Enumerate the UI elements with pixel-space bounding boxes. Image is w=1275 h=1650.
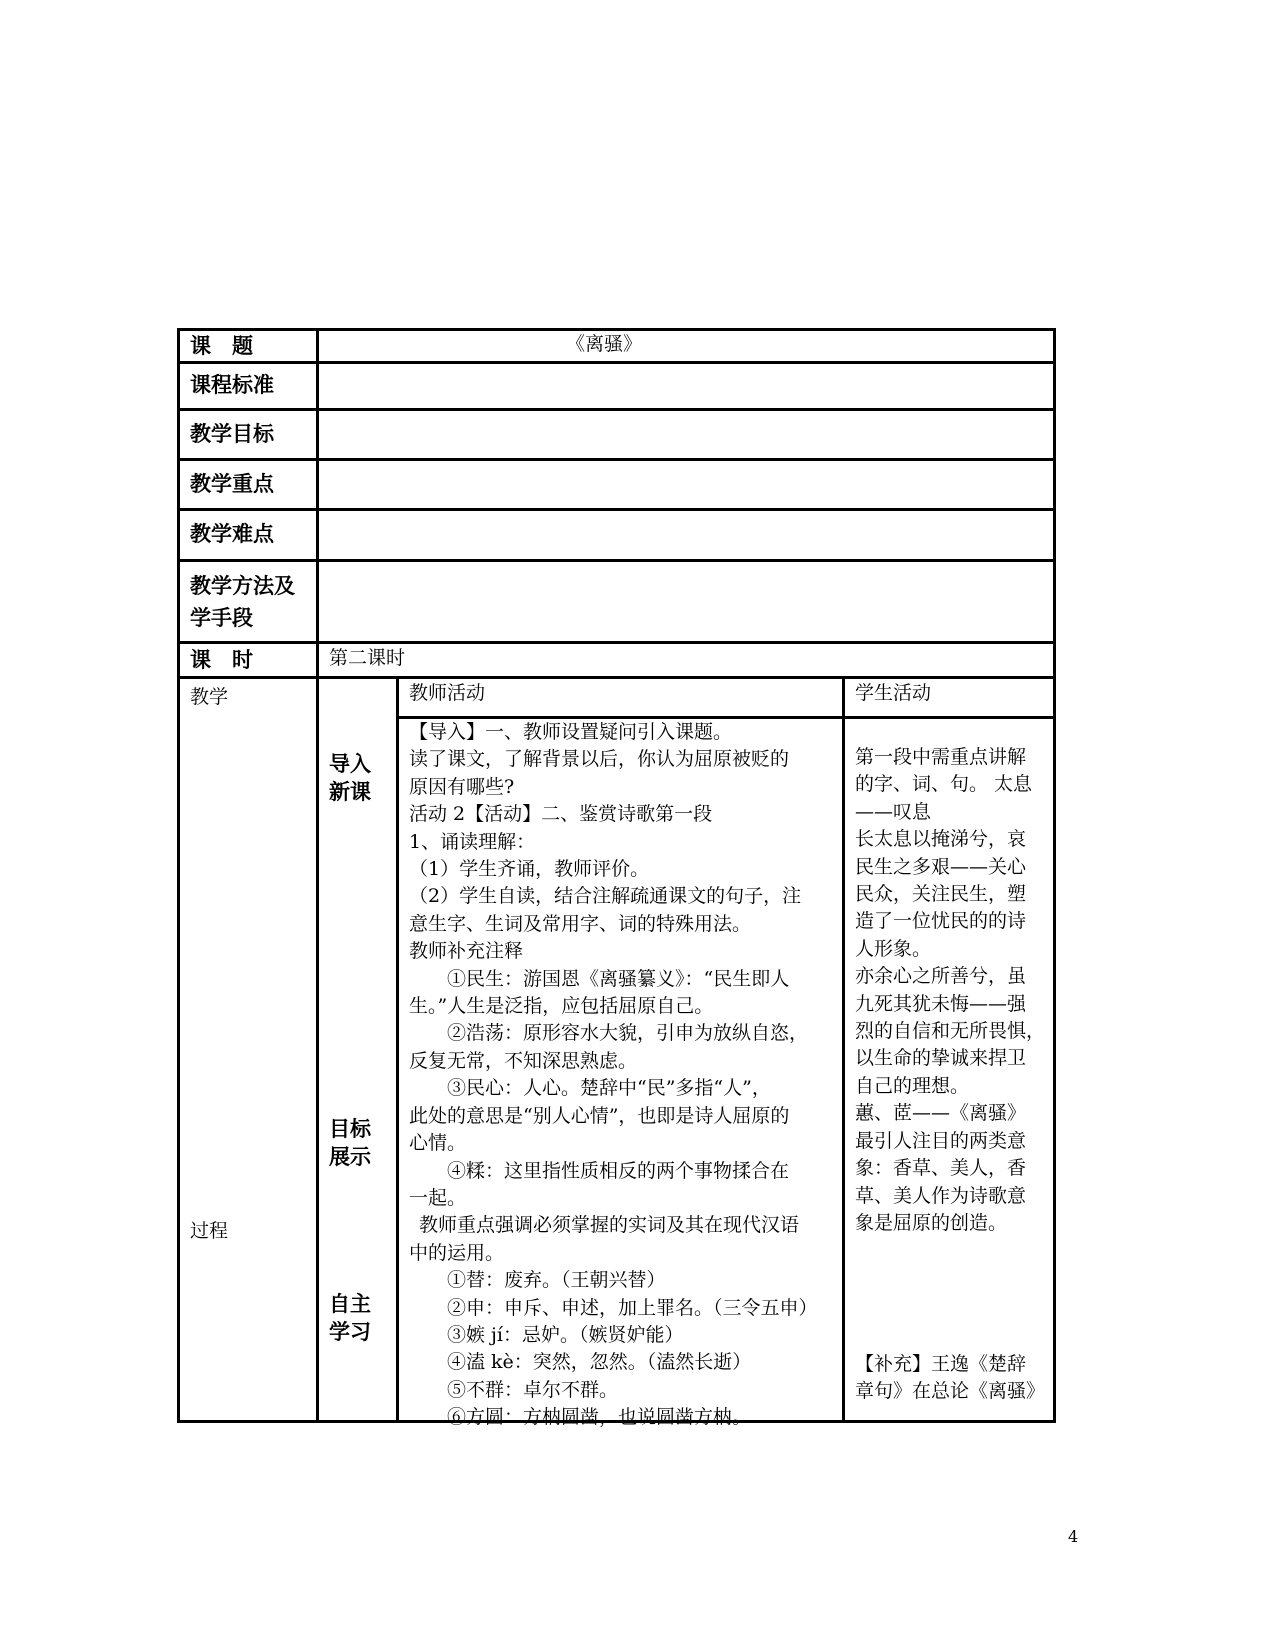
student-line: 蕙、茝——《离骚》 <box>855 1102 1027 1125</box>
teacher-line: ③嫉 jí：忌妒。（嫉贤妒能） <box>447 1323 684 1346</box>
student-line: 草、美人作为诗歌意 <box>855 1184 1027 1207</box>
teacher-line: ①替：废弃。（王朝兴替） <box>447 1269 666 1292</box>
label-class-period: 课 时 <box>190 648 253 672</box>
page-number: 4 <box>1068 1527 1079 1546</box>
label-process-top: 教学 <box>190 686 229 708</box>
student-line: 自己的理想。 <box>855 1074 970 1097</box>
teacher-line: 此处的意思是“别人心情”，也即是诗人屈原的 <box>409 1104 790 1127</box>
teacher-line: 读了课文，了解背景以后，你认为屈原被贬的 <box>409 748 790 771</box>
student-line: 长太息以掩涕兮，哀 <box>855 828 1027 851</box>
teacher-line: ②浩荡：原形容水大貌，引申为放纵自恣， <box>447 1022 809 1045</box>
label-teaching-objectives: 教学目标 <box>190 422 274 446</box>
teacher-line: 反复无常，不知深思熟虑。 <box>409 1049 638 1072</box>
student-line: 的字、词、句。 太息 <box>855 773 1033 796</box>
student-supplement-line: 章句》在总论《离骚》 <box>855 1380 1046 1403</box>
stage-objectives: 目标 展示 <box>329 1117 371 1169</box>
student-line: 最引人注目的两类意 <box>855 1129 1027 1152</box>
student-line: ——叹息 <box>855 800 932 823</box>
topic-title: 《离骚》 <box>566 333 643 355</box>
teacher-line: 一起。 <box>409 1186 467 1209</box>
student-line: 以生命的挚诚来捍卫 <box>855 1047 1027 1070</box>
student-activity-content <box>855 744 1051 1237</box>
teacher-line: ③民心：人心。楚辞中“民”多指“人”， <box>447 1077 771 1100</box>
student-line: 亦余心之所善兮，虽 <box>855 965 1027 988</box>
teacher-line: ⑥方圆：方枘圆凿，也说圆凿方枘。 <box>447 1406 752 1429</box>
teacher-line: 活动 2【活动】二、鉴赏诗歌第一段 <box>409 803 713 826</box>
teacher-line: ④糅：这里指性质相反的两个事物揉合在 <box>447 1159 790 1182</box>
teacher-activity-content <box>409 719 839 1432</box>
student-line: 第一段中需重点讲解 <box>855 746 1027 768</box>
label-teaching-focus: 教学重点 <box>190 472 274 496</box>
teacher-line: 中的运用。 <box>409 1241 505 1264</box>
stage-intro: 导入 新课 <box>329 752 371 804</box>
teacher-activity-header: 教师活动 <box>409 682 486 704</box>
student-activity-header: 学生活动 <box>855 682 932 704</box>
teacher-line: ⑤不群：卓尔不群。 <box>447 1378 619 1401</box>
student-line: 民众，关注民生，塑 <box>855 883 1027 906</box>
teacher-line: （2）学生自读，结合注解疏通课文的句子，注 <box>409 885 802 908</box>
label-topic: 课 题 <box>190 334 253 358</box>
teacher-line: 1、诵读理解： <box>409 830 536 853</box>
class-period-value: 第二课时 <box>329 647 406 669</box>
student-line: 人形象。 <box>855 937 932 960</box>
teacher-line: ②申：申斥、申述，加上罪名。（三令五申） <box>447 1296 818 1319</box>
student-line: 象：香草、美人，香 <box>855 1157 1027 1180</box>
student-supplement <box>855 1351 1051 1406</box>
label-process-bottom: 过程 <box>190 1220 229 1242</box>
student-line: 烈的自信和无所畏惧， <box>855 1020 1046 1043</box>
student-line: 象是屈原的创造。 <box>855 1211 1008 1234</box>
teacher-line: 意生字、生词及常用字、词的特殊用法。 <box>409 912 752 935</box>
teacher-line: ①民生：游国恩《离骚纂义》：“民生即人 <box>447 967 790 990</box>
label-teaching-methods-line1: 教学方法及 <box>190 574 295 598</box>
stage-self-study: 自主 学习 <box>329 1292 371 1344</box>
teacher-line: 心情。 <box>409 1132 467 1155</box>
teacher-line: 教师补充注释 <box>409 940 524 963</box>
teacher-line: 生。”人生是泛指，应包括屈原自己。 <box>409 995 714 1018</box>
teacher-line: （1）学生齐诵，教师评价。 <box>409 858 650 881</box>
teacher-line: 原因有哪些? <box>409 775 515 798</box>
student-line: 民生之多艰——关心 <box>855 855 1027 878</box>
student-supplement-line: 【补充】王逸《楚辞 <box>855 1353 1027 1375</box>
teacher-line: 【导入】一、教师设置疑问引入课题。 <box>409 721 733 743</box>
label-teaching-difficulty: 教学难点 <box>190 522 274 546</box>
student-line: 九死其犹未悔——强 <box>855 992 1027 1015</box>
student-line: 造了一位忧民的的诗 <box>855 910 1027 933</box>
label-course-standard: 课程标准 <box>190 373 274 397</box>
teacher-line: 教师重点强调必须掌握的实词及其在现代汉语 <box>419 1214 800 1237</box>
teacher-line: ④溘 kè：突然，忽然。（溘然长逝） <box>447 1351 752 1374</box>
label-teaching-methods-line2: 学手段 <box>190 606 253 630</box>
